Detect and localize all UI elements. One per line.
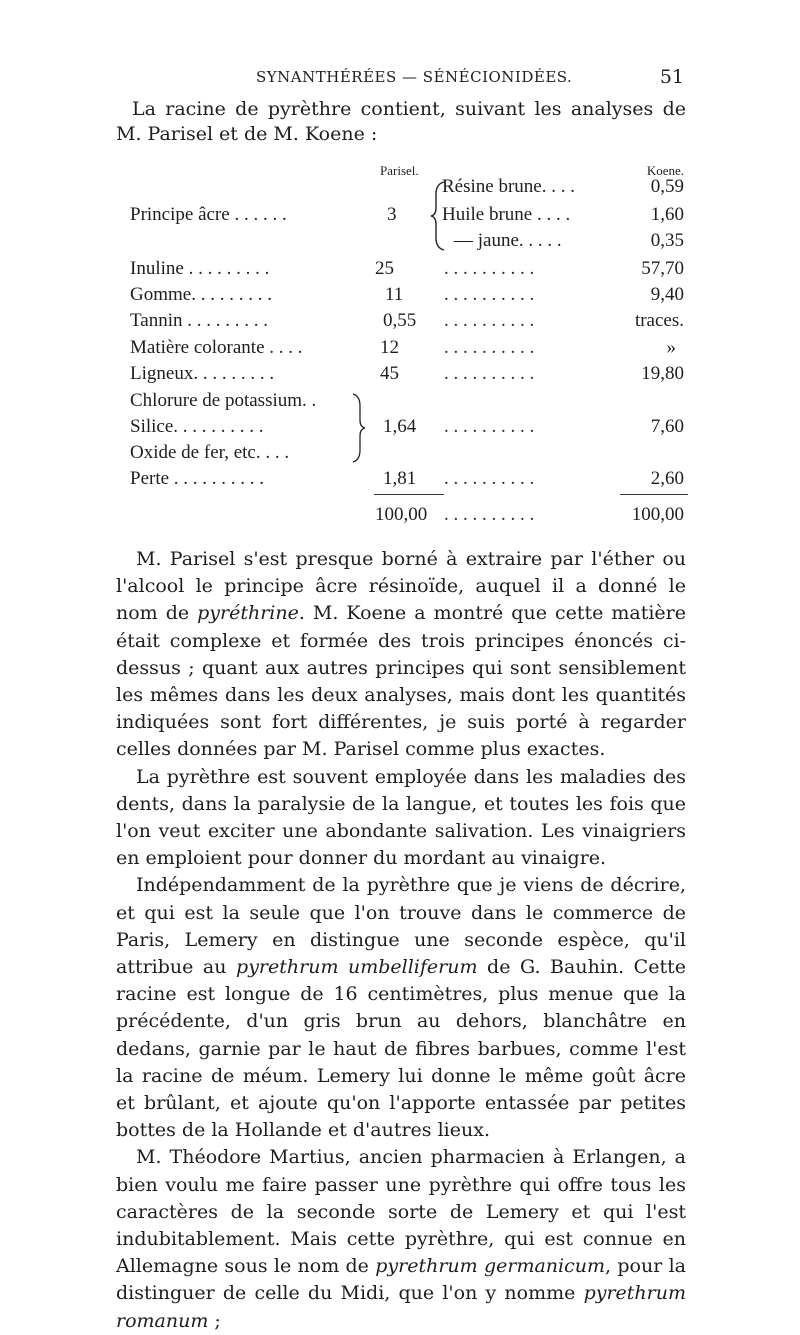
row-dots-perte: . . . . . . . . . . bbox=[444, 468, 535, 489]
row-dots-matiere-colorante: . . . . . . . . . . bbox=[444, 337, 535, 358]
body-text bbox=[116, 546, 686, 1335]
paragraph-lemery-part1: Indépendamment de la pyrèthre que je viens de décrire, et qui est la seule que l'on trouve dans le commerce de Paris, Lemery en distingue une seconde espèce, qu'il attribue au bbox=[116, 874, 686, 979]
paragraph-martius bbox=[116, 1144, 686, 1334]
row-label-ligneux: Ligneux. . . . . . . . . bbox=[130, 363, 275, 384]
sub-koene-jaune: 0,35 bbox=[650, 230, 684, 251]
paragraph-martius-part2: , pour la distinguer de celle du Midi, que l'on y nomme bbox=[116, 1255, 686, 1305]
column-head-koene: Koene. bbox=[646, 163, 684, 178]
total-koene: 100,00 bbox=[631, 504, 684, 525]
intro-text: La racine de pyrèthre contient, suivant les analyses de M. Parisel et de M. Koene : bbox=[116, 98, 686, 145]
sub-label-huile-brune: Huile brune . . . . bbox=[442, 204, 571, 225]
sub-koene-resine-brune: 0,59 bbox=[650, 176, 684, 197]
row-label-oxide-de-fer: Oxide de fer, etc. . . . bbox=[130, 442, 290, 463]
row-parisel-ligneux: 45 bbox=[380, 363, 399, 384]
row-parisel-tannin: 0,55 bbox=[383, 310, 417, 331]
mineral-parisel-value: 1,64 bbox=[383, 416, 417, 437]
analysis-table bbox=[0, 0, 800, 540]
row-koene-gomme: 9,40 bbox=[650, 284, 684, 305]
paragraph-lemery bbox=[116, 872, 686, 1144]
page-number: 51 bbox=[659, 66, 684, 88]
sum-rule-parisel bbox=[374, 494, 444, 495]
term-pyrethrum-umbelliferum: pyrethrum umbelliferum bbox=[236, 956, 478, 979]
mineral-koene-value: 7,60 bbox=[650, 416, 684, 437]
column-head-parisel: Parisel. bbox=[380, 163, 419, 178]
row-label-tannin: Tannin . . . . . . . . . bbox=[130, 310, 268, 331]
row-dots-tannin: . . . . . . . . . . bbox=[444, 310, 535, 331]
paragraph-parisel-part1: M. Parisel s'est presque borné à extraire par l'éther ou l'alcool le principe âcre résinoïde, auquel il a donné le nom de bbox=[116, 548, 686, 625]
paragraph-parisel bbox=[116, 546, 686, 764]
sub-label-resine-brune: Résine brune. . . . bbox=[442, 176, 575, 197]
row-label-matiere-colorante: Matière colorante . . . . bbox=[130, 337, 303, 358]
running-head: SYNANTHÉRÉES — SÉNÉCIONIDÉES. bbox=[256, 68, 573, 86]
row-koene-inuline: 57,70 bbox=[641, 258, 684, 279]
row-koene-matiere-colorante: » bbox=[666, 337, 676, 358]
row-label-principe-acre: Principe âcre . . . . . . bbox=[130, 204, 287, 225]
principe-parisel-value: 3 bbox=[387, 204, 397, 225]
row-parisel-perte: 1,81 bbox=[383, 468, 417, 489]
paragraph-lemery-part2: de G. Bauhin. Cette racine est longue de 16 centimètres, plus menue que la précédente, d'un gris brun au dehors, blanchâtre en dedans, garnie par le haut de fibres barbues, comme l'est la racine de méum. Lemery lui donne le même goût âcre et brûlant, et ajoute qu'on l'apporte entassée par petites bottes de la Hollande et d'autres lieux. bbox=[116, 956, 686, 1142]
total-parisel: 100,00 bbox=[375, 504, 428, 525]
row-koene-perte: 2,60 bbox=[650, 468, 684, 489]
total-dots: . . . . . . . . . . bbox=[444, 504, 535, 525]
paragraph-martius-part3: ; bbox=[208, 1309, 221, 1332]
row-koene-ligneux: 19,80 bbox=[641, 363, 684, 384]
row-parisel-matiere-colorante: 12 bbox=[380, 337, 399, 358]
row-label-perte: Perte . . . . . . . . . . bbox=[130, 468, 265, 489]
term-pyrethrum-germanicum: pyrethrum germanicum bbox=[375, 1255, 606, 1278]
row-koene-tannin: traces. bbox=[634, 310, 684, 331]
row-label-silice: Silice. . . . . . . . . . bbox=[130, 416, 264, 437]
sub-label-jaune: — jaune. . . . . bbox=[454, 230, 562, 251]
paragraph-usage: La pyrèthre est souvent employée dans les maladies des dents, dans la paralysie de la langue, et toutes les fois que l'on veut exciter une abondante salivation. Les vinaigriers en emploient pour donner du mordant au vinaigre. bbox=[116, 765, 686, 870]
row-parisel-inuline: 25 bbox=[375, 258, 394, 279]
term-pyrethrine: pyréthrine bbox=[197, 602, 299, 625]
row-label-inuline: Inuline . . . . . . . . . bbox=[130, 258, 270, 279]
row-parisel-gomme: 11 bbox=[385, 284, 404, 305]
row-dots-inuline: . . . . . . . . . . bbox=[444, 258, 535, 279]
mineral-dots: . . . . . . . . . . bbox=[444, 416, 535, 437]
paragraph-martius-part1: M. Théodore Martius, ancien pharmacien à Erlangen, a bien voulu me faire passer une pyrèthre qui offre tous les caractères de la seconde sorte de Lemery et qui l'est indubitablement. Mais cette pyrèthre, qui est connue en Allemagne sous le nom de bbox=[116, 1146, 686, 1278]
row-label-chlorure: Chlorure de potassium. . bbox=[130, 390, 317, 411]
term-pyrethrum-romanum: pyrethrum romanum bbox=[116, 1282, 686, 1332]
right-brace-mineral bbox=[352, 392, 366, 464]
paragraph-parisel-part2: . M. Koene a montré que cette matière était complexe et formée des trois principes énoncés ci-dessus ; quant aux autres principes qui sont sensiblement les mêmes dans les deux analyses, mais dont les quantités indiquées sont fort différentes, je suis porté à regarder celles données par M. Parisel comme plus exactes. bbox=[116, 602, 686, 761]
row-dots-gomme: . . . . . . . . . . bbox=[444, 284, 535, 305]
sub-koene-huile-brune: 1,60 bbox=[650, 204, 684, 225]
row-dots-ligneux: . . . . . . . . . . bbox=[444, 363, 535, 384]
sum-rule-koene bbox=[620, 494, 688, 495]
row-label-gomme: Gomme. . . . . . . . . bbox=[130, 284, 272, 305]
